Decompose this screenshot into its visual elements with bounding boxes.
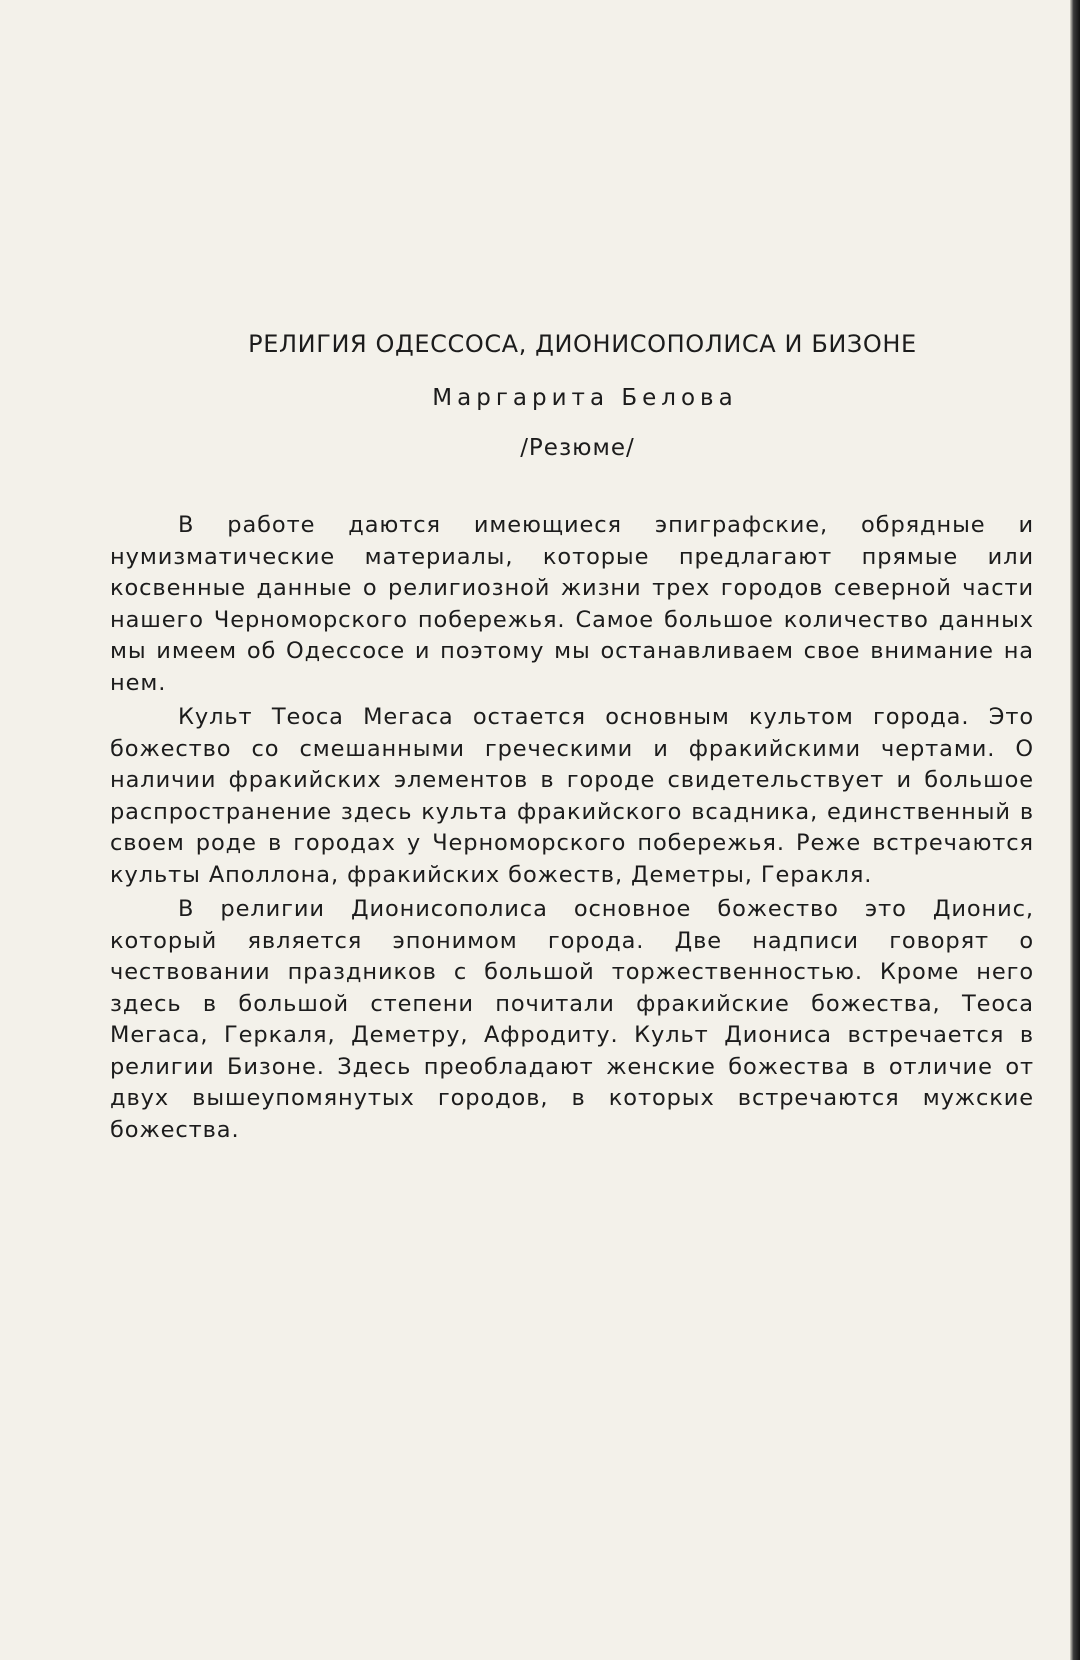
page-edge-shadow bbox=[1070, 0, 1080, 1660]
document-title: РЕЛИГИЯ ОДЕССОСА, ДИОНИСОПОЛИСА И БИЗОНЕ bbox=[248, 330, 917, 358]
summary-body bbox=[110, 510, 1034, 1149]
paragraph-2: Культ Теоса Мегаса остается основным культом города. Это божество со смешанными греческими и фракийскими чертами. О наличии фракийских элементов в городе свидетельствует и большое распространение здесь культа фракийского всадника, единственный в своем роде в городах у Черноморского побережья. Реже встречаются культы Аполлона, фракийских божеств, Деметры, Геракля. bbox=[110, 704, 1034, 888]
summary-label: /Резюме/ bbox=[520, 435, 635, 461]
author-name: Маргарита Белова bbox=[432, 385, 738, 411]
paragraph-3: В религии Дионисополиса основное божество это Дионис, который является эпонимом города. Две надписи говорят о чествовании праздников с большой торжественностью. Кроме него здесь в большой степени почитали фракийские божества, Теоса Мегаса, Геркаля, Деметру, Афродиту. Культ Диониса встречается в религии Бизоне. Здесь преобладают женские божества в отличие от двух вышеупомянутых городов, в которых встречаются мужские божества. bbox=[110, 896, 1034, 1143]
paragraph-1: В работе даются имеющиеся эпиграфские, обрядные и нумизматические материалы, которые предлагают прямые или косвенные данные о религиозной жизни трех городов северной части нашего Черноморского побережья. Самое большое количество данных мы имеем об Одессосе и поэтому мы останавливаем свое внимание на нем. bbox=[110, 512, 1034, 696]
